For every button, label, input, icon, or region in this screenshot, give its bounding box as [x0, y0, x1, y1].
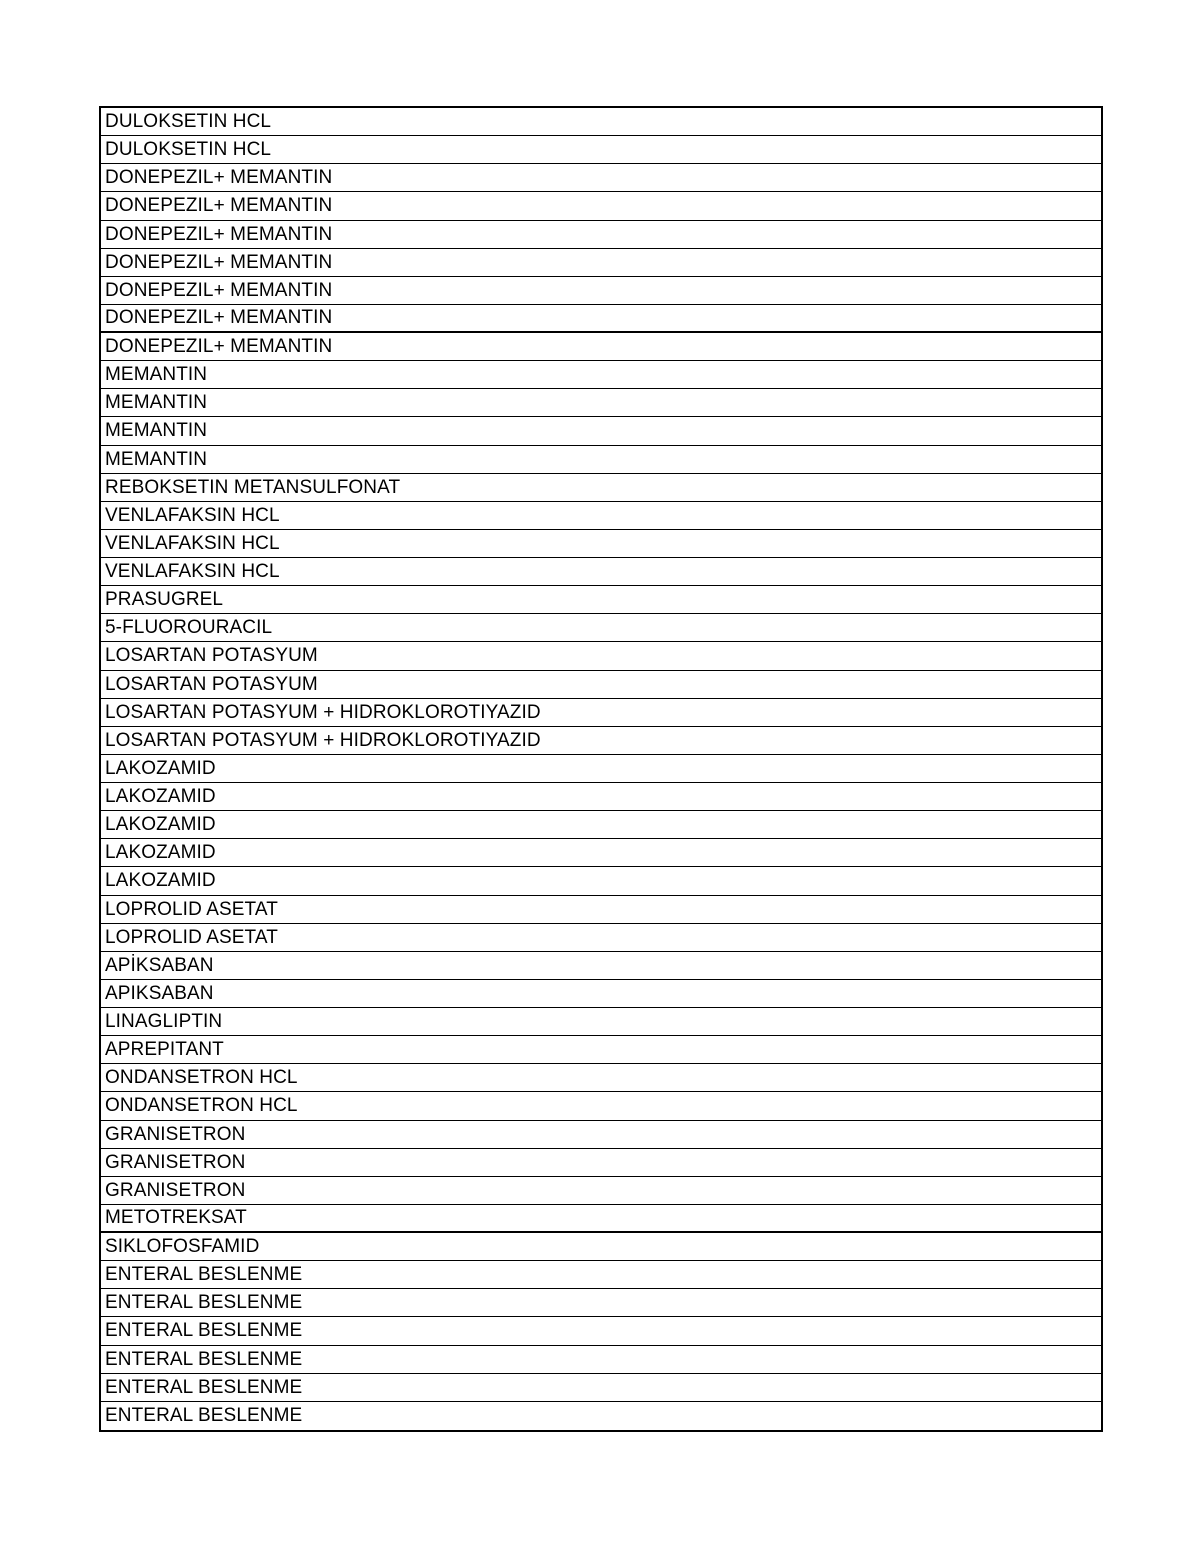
drug-name-cell: GRANISETRON — [105, 1123, 246, 1145]
table-row — [101, 1149, 1101, 1177]
drug-name-cell: DONEPEZIL+ MEMANTIN — [105, 223, 333, 245]
drug-name-cell: LOSARTAN POTASYUM — [105, 673, 318, 695]
drug-name-table — [99, 106, 1103, 1432]
table-row — [101, 727, 1101, 755]
drug-name-cell: SIKLOFOSFAMID — [105, 1236, 260, 1258]
table-row — [101, 783, 1101, 811]
drug-name-cell: LAKOZAMID — [105, 870, 216, 892]
drug-name-cell: ENTERAL BESLENME — [105, 1292, 303, 1314]
drug-name-cell: LAKOZAMID — [105, 814, 216, 836]
drug-name-cell: ONDANSETRON HCL — [105, 1067, 298, 1089]
table-row — [101, 558, 1101, 586]
drug-name-cell: APİKSABAN — [105, 954, 214, 976]
drug-name-cell: MEMANTIN — [105, 364, 208, 386]
drug-name-cell: LOSARTAN POTASYUM + HIDROKLOROTIYAZID — [105, 729, 541, 751]
drug-name-cell: DONEPEZIL+ MEMANTIN — [105, 307, 333, 329]
drug-name-cell: DONEPEZIL+ MEMANTIN — [105, 336, 333, 358]
table-row — [101, 249, 1101, 277]
drug-name-cell: DONEPEZIL+ MEMANTIN — [105, 195, 333, 217]
drug-name-cell: DONEPEZIL+ MEMANTIN — [105, 251, 333, 273]
drug-name-cell: APREPITANT — [105, 1039, 224, 1061]
drug-name-cell: REBOKSETIN METANSULFONAT — [105, 476, 401, 498]
table-row — [101, 221, 1101, 249]
table-row — [101, 1233, 1101, 1261]
table-row — [101, 417, 1101, 445]
drug-name-cell: ENTERAL BESLENME — [105, 1405, 303, 1427]
table-row — [101, 699, 1101, 727]
table-row — [101, 1317, 1101, 1345]
drug-name-cell: VENLAFAKSIN HCL — [105, 561, 280, 583]
drug-name-cell: MEMANTIN — [105, 448, 208, 470]
drug-name-cell: LOSARTAN POTASYUM + HIDROKLOROTIYAZID — [105, 701, 541, 723]
table-row — [101, 1346, 1101, 1374]
table-row — [101, 502, 1101, 530]
drug-name-cell: DULOKSETIN HCL — [105, 111, 272, 133]
drug-name-cell: ENTERAL BESLENME — [105, 1348, 303, 1370]
table-row — [101, 192, 1101, 220]
table-row — [101, 1289, 1101, 1317]
drug-name-cell: GRANISETRON — [105, 1151, 246, 1173]
drug-name-cell: METOTREKSAT — [105, 1207, 247, 1229]
drug-name-cell: LAKOZAMID — [105, 786, 216, 808]
drug-name-cell: 5-FLUOROURACIL — [105, 617, 273, 639]
table-row — [101, 896, 1101, 924]
table-row — [101, 136, 1101, 164]
drug-name-cell: VENLAFAKSIN HCL — [105, 532, 280, 554]
table-row — [101, 474, 1101, 502]
table-row — [101, 361, 1101, 389]
table-row — [101, 1374, 1101, 1402]
table-row — [101, 811, 1101, 839]
table-row — [101, 1121, 1101, 1149]
table-row — [101, 1036, 1101, 1064]
drug-name-cell: LINAGLIPTIN — [105, 1011, 223, 1033]
table-row — [101, 389, 1101, 417]
table-row — [101, 586, 1101, 614]
drug-name-cell: LAKOZAMID — [105, 842, 216, 864]
drug-name-cell: GRANISETRON — [105, 1179, 246, 1201]
table-row — [101, 1092, 1101, 1120]
table-row — [101, 446, 1101, 474]
table-row — [101, 1205, 1101, 1233]
drug-name-cell: APIKSABAN — [105, 982, 214, 1004]
table-row — [101, 333, 1101, 361]
table-row — [101, 755, 1101, 783]
drug-name-cell: DULOKSETIN HCL — [105, 139, 272, 161]
table-row — [101, 980, 1101, 1008]
drug-name-cell: ONDANSETRON HCL — [105, 1095, 298, 1117]
drug-name-cell: LOPROLID ASETAT — [105, 898, 278, 920]
table-row — [101, 671, 1101, 699]
table-row — [101, 1177, 1101, 1205]
table-row — [101, 867, 1101, 895]
drug-name-cell: MEMANTIN — [105, 420, 208, 442]
table-row — [101, 277, 1101, 305]
drug-name-cell: LOSARTAN POTASYUM — [105, 645, 318, 667]
drug-name-cell: VENLAFAKSIN HCL — [105, 504, 280, 526]
drug-name-cell: ENTERAL BESLENME — [105, 1264, 303, 1286]
table-row — [101, 164, 1101, 192]
table-row — [101, 614, 1101, 642]
table-row — [101, 952, 1101, 980]
table-row — [101, 1261, 1101, 1289]
table-row — [101, 924, 1101, 952]
table-row — [101, 1402, 1101, 1430]
table-row — [101, 642, 1101, 670]
drug-name-cell: LOPROLID ASETAT — [105, 926, 278, 948]
drug-name-cell: ENTERAL BESLENME — [105, 1376, 303, 1398]
drug-name-cell: DONEPEZIL+ MEMANTIN — [105, 279, 333, 301]
drug-name-cell: ENTERAL BESLENME — [105, 1320, 303, 1342]
table-row — [101, 108, 1101, 136]
drug-name-cell: LAKOZAMID — [105, 757, 216, 779]
table-row — [101, 530, 1101, 558]
drug-name-cell: MEMANTIN — [105, 392, 208, 414]
table-row — [101, 1064, 1101, 1092]
table-row — [101, 839, 1101, 867]
drug-name-cell: PRASUGREL — [105, 589, 224, 611]
table-row — [101, 305, 1101, 333]
table-row — [101, 1008, 1101, 1036]
drug-name-cell: DONEPEZIL+ MEMANTIN — [105, 167, 333, 189]
